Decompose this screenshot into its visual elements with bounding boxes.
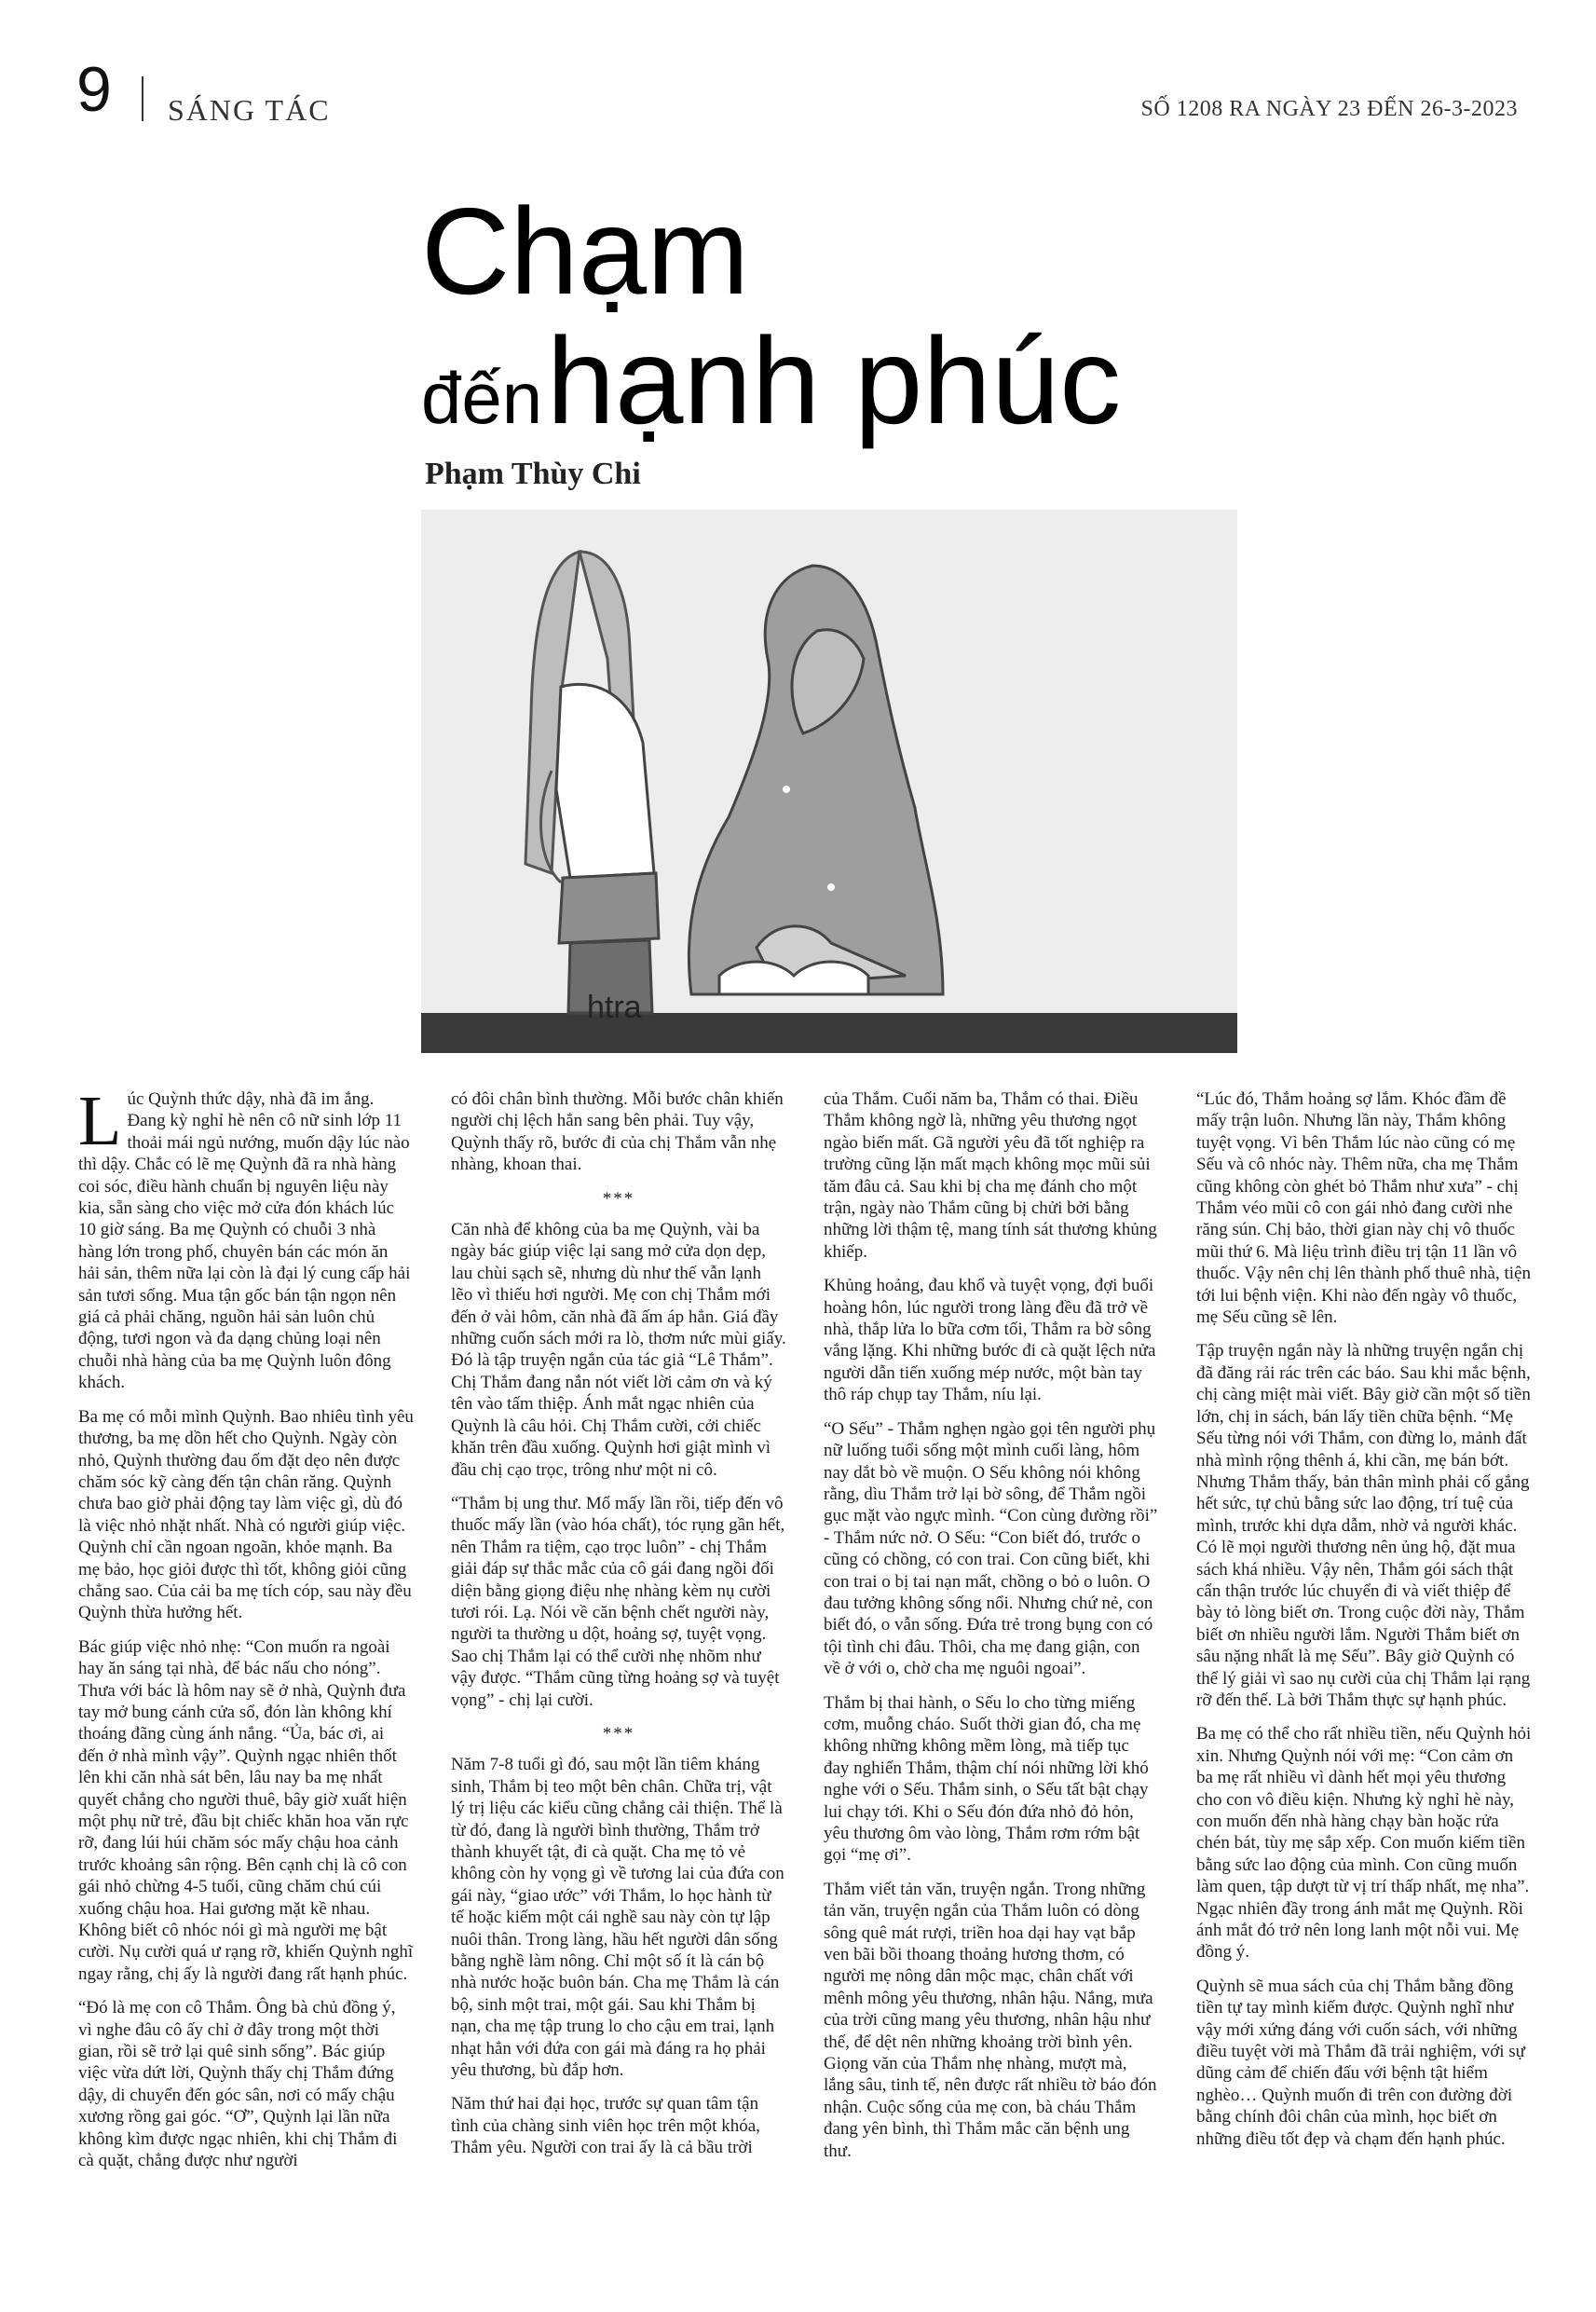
- article-illustration: [421, 510, 1237, 1053]
- paragraph: Thắm viết tản văn, truyện ngắn. Trong những tản văn, truyện ngắn của Thắm luôn có dòng sông quê mát rượi, triền hoa dại hay vạt bắp ven bãi bồi thoang thoảng hương thơm, có người mẹ nông dân mộc mạc, chân chất với mênh mông yêu thương, nhân hậu. Nắng, mưa của trời cũng mang yêu thương, nhân hậu như thế, để dệt nên những khoảng trời bình yên. Giọng văn của Thắm nhẹ nhàng, mượt mà, lắng sâu, tinh tế, nên được rất nhiều tờ báo đón nhận. Cuộc sống của mẹ con, bà cháu Thắm đang yên bình, thì Thắm mắc căn bệnh ung thư.: [824, 1879, 1157, 2161]
- paragraph: Ba mẹ có thể cho rất nhiều tiền, nếu Quỳnh hỏi xin. Nhưng Quỳnh nói với mẹ: “Con cảm ơn ba mẹ rất nhiều vì dành hết mọi yêu thương cho con vô điều kiện. Nhưng kỳ nghỉ hè này, con muốn đến nhà hàng chạy bàn hoặc rửa chén bát, tùy mẹ sắp xếp. Con muốn kiếm tiền bằng sức lao động của mình. Con cũng muốn làm quen, tập dượt từ vị trí thấp nhất, mẹ nha”. Ngạc nhiên đầy trong ánh mắt mẹ Quỳnh. Rồi ánh mắt đó trở nên long lanh một nỗi vui. Mẹ đồng ý.: [1196, 1724, 1532, 1963]
- issue-date: SỐ 1208 RA NGÀY 23 ĐẾN 26-3-2023: [1140, 97, 1518, 121]
- page-header: [0, 0, 1596, 130]
- paragraph: Tập truyện ngắn này là những truyện ngắn chị đã đăng rải rác trên các báo. Sau khi mắc bệnh, chị càng miệt mài viết. Bây giờ cần một số tiền lớn, chị in sách, bán lấy tiền chữa bệnh. “Mẹ Sếu từng nói với Thắm, con đừng lo, mảnh đất nhà mình rộng thênh á, khi cần, mẹ bán bớt. Nhưng Thắm thấy, bản thân mình phải cố gắng hết sức, tự chủ bằng sức lao động, trí tuệ của mình, trước khi dựa dẫm, nhờ vả người khác. Có lẽ mọi người thương nên ủng hộ, đặt mua sách khá nhiều. Vậy nên, Thắm gói sách thật cẩn thận trước lúc chuyển đi và viết thiệp để bày tỏ lòng biết ơn. Trong cuộc đời này, Thắm biết ơn nhiều người lắm. Người Thắm biết ơn sâu nặng nhất là mẹ Sếu”. Bây giờ Quỳnh có thể lý giải vì sao nụ cười của chị Thắm lại rạng rỡ đến thế. Là bởi Thắm thực sự hạnh phúc.: [1196, 1341, 1531, 1710]
- section-break: ***: [602, 1723, 635, 1744]
- paragraph: Căn nhà để không của ba mẹ Quỳnh, vài ba ngày bác giúp việc lại sang mở cửa dọn dẹp, lau chùi sạch sẽ, nhưng dù như thế vẫn lạnh lẽo vì thiếu hơi người. Mẹ con chị Thắm mới đến ở vài hôm, căn nhà đã ấm áp hẳn. Giá đầy những cuốn sách mới ra lò, thơm nức mùi giấy. Đó là tập truyện ngắn của tác giả “Lê Thắm”. Chị Thắm đang nắn nót viết lời cảm ơn và ký tên vào tấm thiệp. Ánh mắt ngạc nhiên của Quỳnh là câu hỏi. Chị Thắm cười, cởi chiếc khăn trên đầu xuống. Quỳnh hơi giật mình vì đầu chị cạo trọc, trông như một ni cô.: [451, 1220, 786, 1480]
- paragraph: có đôi chân bình thường. Mỗi bước chân khiến người chị lệch hẳn sang bên phải. Tuy vậy, Quỳnh thấy rõ, bước đi của chị Thắm vẫn nhẹ nhàng, khoan thai.: [451, 1089, 784, 1175]
- paragraph: [78, 1082, 414, 1394]
- paragraph: “Đó là mẹ con cô Thắm. Ông bà chủ đồng ý, vì nghe đâu cô ấy chỉ ở đây trong một thời gian, rồi sẽ trở lại quê sinh sống”. Bác giúp việc vừa dứt lời, Quỳnh thấy chị Thắm đứng dậy, di chuyển đến góc sân, nơi có mấy chậu xương rồng gai góc. “Ơ”, Quỳnh lại lần nữa không kìm được ngạc nhiên, khi chị Thắm đi cà quặt, chẳng được như người: [78, 1998, 398, 2171]
- paragraph: Ba mẹ có mỗi mình Quỳnh. Bao nhiêu tình yêu thương, ba mẹ dồn hết cho Quỳnh. Ngày còn nhỏ, Quỳnh thường đau ốm đặt dẹo nên được chăm sóc kỹ càng đến tận chân răng. Quỳnh chưa bao giờ phải động tay làm việc gì, dù đó là việc nhỏ nhặt nhất. Nhà có người giúp việc. Quỳnh chỉ cần ngoan ngoãn, khỏe mạnh. Ba mẹ bảo, học giỏi được thì tốt, không giỏi cũng chẳng sao. Của cải ba mẹ tích cóp, sau này đều Quỳnh thừa hưởng hết.: [78, 1406, 414, 1623]
- article-author: Phạm Thùy Chi: [425, 457, 641, 491]
- paragraph: “O Sếu” - Thắm nghẹn ngào gọi tên người phụ nữ luống tuổi sống một mình cuối làng, hôm nay dắt bò về muộn. O Sếu không nói không rằng, dìu Thắm trở lại bờ sông, để Thắm ngồi gục mặt vào ngực mình. “Con cùng đường rồi” - Thắm nức nở. O Sếu: “Con biết đó, trước o cũng có chồng, có con trai. Con cũng biết, khi con trai o bị tai nạn mất, chồng o bỏ o luôn. O đau tưởng không sống nổi. Nhưng chứ nẻ, con biết đó, o vẫn sống. Đứa trẻ trong bụng con có tội tình chi đâu. Thôi, cha mẹ đang giận, con về ở với o, chờ cha mẹ nguôi ngoai”.: [824, 1418, 1158, 1679]
- paragraph: Khủng hoảng, đau khổ và tuyệt vọng, đợi buổi hoàng hôn, lúc người trong làng đều đã trở về nhà, thắp lửa lo bữa cơm tối, Thắm ra bờ sông vắng lặng. Khi những bước đi cà quặt lệch nửa người dẫn tiến xuống mép nước, một bàn tay thô ráp chụp tay Thắm, níu lại.: [824, 1276, 1156, 1405]
- body-column-4: [1196, 1088, 1532, 2249]
- paragraph-text: úc Quỳnh thức dậy, nhà đã im ắng. Đang kỳ nghỉ hè nên cô nữ sinh lớp 11 thoải mái ngủ nướng, muốn dậy lúc nào thì dậy. Chắc có lẽ mẹ Quỳnh đã ra nhà hàng coi sóc, điều hành chuẩn bị nguyên liệu này kia, sẵn sàng cho việc mở cửa đón khách lúc 10 giờ sáng. Ba mẹ Quỳnh có chuỗi 3 nhà hàng lớn trong phố, chuyên bán các món ăn hải sản, thêm nữa lại còn là đại lý cung cấp hải sản tươi sống. Mua tận gốc bán tận ngọn nên giá cả phải chăng, nguồn hải sản luôn chủ động, tươi ngon và đa dạng chủng loại nên chuỗi nhà hàng của ba mẹ Quỳnh luôn đông khách.: [78, 1089, 411, 1393]
- drop-cap: L: [78, 1082, 122, 1160]
- paragraph: Bác giúp việc nhỏ nhẹ: “Con muốn ra ngoài hay ăn sáng tại nhà, để bác nấu cho nóng”. Thưa với bác là hôm nay sẽ ở nhà, Quỳnh đưa tay mở bung cánh cửa sổ, đón làn không khí thoáng đãng cùng ánh nắng. “Ủa, bác ơi, ai đến ở nhà mình vậy”. Quỳnh ngạc nhiên thốt lên khi căn nhà sát bên, lâu nay ba mẹ nhất quyết chẳng cho người thuê, bây giờ xuất hiện một phụ nữ trẻ, đầu bịt chiếc khăn hoa văn rực rỡ, đang lúi húi chăm sóc mấy chậu hoa cảnh trước khoảng sân rộng. Bên cạnh chị là cô con gái nhỏ chừng 4-5 tuổi, cũng chăm chú cúi xuống chậu hoa. Hai gương mặt kề nhau. Không biết cô nhóc nói gì mà người mẹ bật cười. Nụ cười quá ư rạng rỡ, khiến Quỳnh nghĩ ngay rằng, chị ấy là người đang rất hạnh phúc.: [78, 1636, 414, 1984]
- artist-signature: htra: [587, 990, 642, 1025]
- paragraph: Quỳnh sẽ mua sách của chị Thắm bằng đồng tiền tự tay mình kiếm được. Quỳnh nghĩ như vậy mới xứng đáng với cuốn sách, với những điều tuyệt vời mà Thắm đã trải nghiệm, với sự dũng cảm để chiến đấu với bệnh tật hiểm nghèo… Quỳnh muốn đi trên con đường đời bằng chính đôi chân của mình, học biết ơn những điều tốt đẹp và chạm đến hạnh phúc.: [1196, 1976, 1525, 2149]
- title-word-small: đến: [421, 357, 543, 439]
- paragraph: Năm 7-8 tuổi gì đó, sau một lần tiêm kháng sinh, Thắm bị teo một bên chân. Chữa trị, vật lý trị liệu các kiểu cũng chẳng cải thiện. Thể là từ đó, đang là người bình thường, Thắm trở thành khuyết tật, đi cà quặt. Cha mẹ tỏ vẻ không còn hy vọng gì về tương lai của đứa con gái này, “giao ước” với Thắm, lo học hành từ tế hoặc kiếm một cái nghề sau này còn tự lập nuôi thân. Trong làng, hầu hết người dân sống bằng nghề làm nông. Chỉ một số ít là cán bộ nhà nước hoặc buôn bán. Cha mẹ Thắm là cán bộ, sinh một trai, một gái. Sau khi Thắm bị nạn, cha mẹ tập trung lo cho cậu em trai, lạnh nhạt hẳn với đứa con gái mà đáng ra họ phải yêu thương, bù đắp hơn.: [451, 1755, 784, 2081]
- paragraph: Thắm bị thai hành, o Sếu lo cho từng miếng cơm, muỗng cháo. Suốt thời gian đó, cha mẹ không những không mềm lòng, mà tiếp tục đay nghiến Thắm, thậm chí nói những lời khó nghe với o Sếu. Thắm sinh, o Sếu tất bật chạy lui chạy tới. Khi o Sếu đón đứa nhỏ đỏ hỏn, yêu thương ôm vào lòng, Thắm rơm rớm bật gọi “mẹ ơi”.: [824, 1692, 1149, 1866]
- body-column-1: [78, 1082, 414, 2249]
- article-title-line1: Chạm: [421, 183, 750, 320]
- body-column-2: [451, 1088, 786, 2249]
- body-column-3: [824, 1088, 1159, 2249]
- section-break: ***: [602, 1188, 635, 1209]
- paragraph: “Thắm bị ung thư. Mổ mấy lần rồi, tiếp đến vô thuốc mấy lần (vào hóa chất), tóc rụng gần hết, nên Thắm ra tiệm, cạo trọc luôn” - chị Thắm giải đáp sự thắc mắc của cô gái đang ngồi đối diện bằng giọng điệu nhẹ nhàng kèm nụ cười tươi rói. Lạ. Nói về căn bệnh chết người này, người ta thường u dột, hoảng sợ, tuyệt vọng. Sao chị Thắm lại có thể cười nhẹ nhõm như vậy được. “Thắm cũng từng hoảng sợ và tuyệt vọng” - chị lại cười.: [451, 1493, 785, 1710]
- header-divider: [142, 76, 143, 121]
- article-body: [78, 1082, 1532, 2249]
- page-number: 9: [76, 54, 112, 125]
- paragraph: của Thắm. Cuối năm ba, Thắm có thai. Điều Thắm không ngờ là, những yêu thương ngọt ngào biến mất. Gã người yêu đã tốt nghiệp ra trường cũng lặn mất mạch không mọc mũi sủi tăm đâu cả. Sau khi bị cha mẹ đánh cho một trận, ngày nào Thắm cũng bị chửi bởi bằng những lời thậm tệ, mang tính sát thương khủng khiếp.: [824, 1089, 1157, 1262]
- section-label: SÁNG TÁC: [168, 93, 331, 127]
- title-words-big: hạnh phúc: [546, 312, 1122, 449]
- paragraph: Năm thứ hai đại học, trước sự quan tâm tận tình của chàng sinh viên học trên một khóa, Thắm yêu. Người con trai ấy là cả bầu trời: [451, 2094, 760, 2158]
- paragraph: “Lúc đó, Thắm hoảng sợ lắm. Khóc đầm đề mấy trận luôn. Nhưng lần này, Thắm không tuyệt vọng. Vì bên Thắm lúc nào cũng có mẹ Sếu và cô nhóc này. Thêm nữa, cha mẹ Thắm cũng không còn ghét bỏ Thắm như xưa” - chị Thắm véo mũi cô con gái nhỏ đang cười nhe răng sún. Chị bảo, thời gian này chị vô thuốc mũi thứ 6. Mà liệu trình điều trị tận 11 lần vô thuốc. Vậy nên chị lên thành phố thuê nhà, tiện tới lui bệnh viện. Khi nào đến ngày vô thuốc, mẹ Sếu cũng sẽ lên.: [1196, 1089, 1531, 1328]
